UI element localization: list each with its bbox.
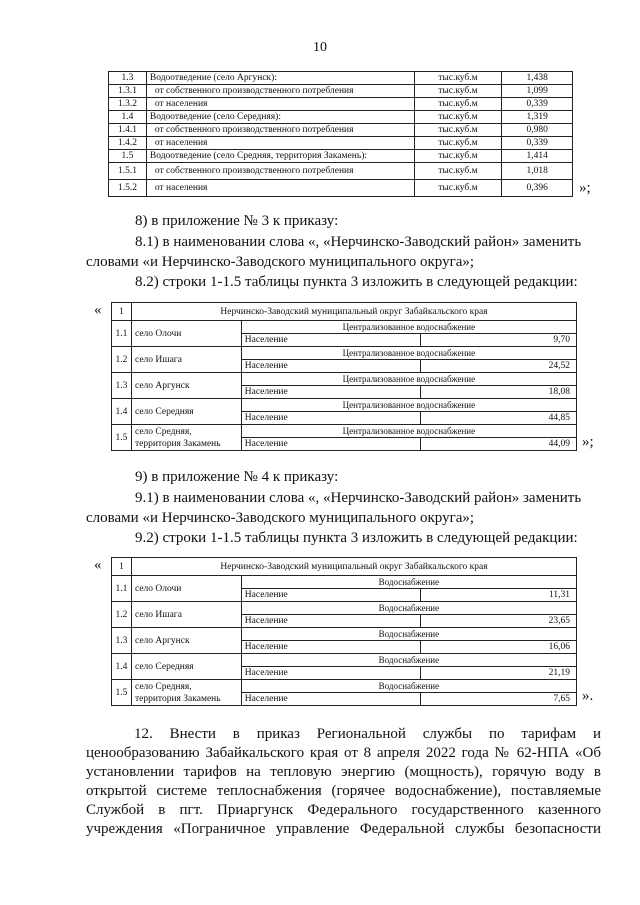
section9-1-line2: словами «и Нерчинско-Заводского муниципального округа»; <box>86 510 475 526</box>
section12-line: учреждения «Пограничное управление Федеральной службы безопасности <box>86 821 601 837</box>
row-consumer: Население <box>241 386 421 399</box>
row-service: Водоснабжение <box>241 680 576 693</box>
table-header-row <box>112 558 577 576</box>
row-unit: тыс.куб.м <box>414 163 502 180</box>
row-number: 1.4 <box>112 399 132 425</box>
table-row <box>109 137 573 150</box>
section12-line: установлении тарифов на тепловую энергию (мощность), горячую воду в <box>86 764 601 780</box>
row-value: 1,414 <box>502 150 573 163</box>
row-name: село Олочи <box>131 321 241 347</box>
row-name: село Олочи <box>131 576 241 602</box>
row-service: Водоснабжение <box>241 576 576 589</box>
table-row <box>112 654 577 667</box>
header-title: Нерчинско-Заводский муниципальный округ Забайкальского края <box>131 558 576 576</box>
row-name: село Средняя, территория Закамень <box>131 425 241 451</box>
row-value: 16,06 <box>421 641 577 654</box>
section9-2: 9.2) строки 1-1.5 таблицы пункта 3 изложить в следующей редакции: <box>135 530 578 546</box>
row-value: 23,65 <box>421 615 577 628</box>
row-number: 1.5.2 <box>109 180 147 197</box>
row-name: Водоотведение (село Аргунск): <box>146 72 414 85</box>
row-consumer: Население <box>241 641 421 654</box>
table-row <box>112 399 577 412</box>
table-row <box>109 180 573 197</box>
page-number: 10 <box>313 40 327 55</box>
header-title: Нерчинско-Заводский муниципальный округ Забайкальского края <box>131 303 576 321</box>
row-name: село Средняя, территория Закамень <box>131 680 241 706</box>
row-consumer: Население <box>241 693 421 706</box>
table-row <box>112 576 577 589</box>
row-value: 44,09 <box>421 438 577 451</box>
row-number: 1.2 <box>112 347 132 373</box>
row-unit: тыс.куб.м <box>414 72 502 85</box>
row-value: 1,438 <box>502 72 573 85</box>
row-consumer: Население <box>241 334 421 347</box>
wastewater-volume-table <box>108 71 573 197</box>
section8-2: 8.2) строки 1-1.5 таблицы пункта 3 изложить в следующей редакции: <box>135 274 578 290</box>
row-name: от собственного производственного потребления <box>146 163 414 180</box>
row-number: 1.1 <box>112 576 132 602</box>
table-row <box>109 150 573 163</box>
section12-line: 12. Внести в приказ Региональной службы по тарифам и <box>134 726 601 742</box>
row-name: от собственного производственного потребления <box>146 124 414 137</box>
row-number: 1.3.1 <box>109 85 147 98</box>
row-value: 18,08 <box>421 386 577 399</box>
row-number: 1.4.2 <box>109 137 147 150</box>
water-supply-tariff-table <box>111 302 577 451</box>
section8-item: 8) в приложение № 3 к приказу: <box>135 213 339 229</box>
table-row <box>109 111 573 124</box>
section9-item: 9) в приложение № 4 к приказу: <box>135 469 339 485</box>
row-value: 0,339 <box>502 98 573 111</box>
row-consumer: Население <box>241 667 421 680</box>
row-value: 0,339 <box>502 137 573 150</box>
row-name: село Середняя <box>131 654 241 680</box>
table-row <box>112 680 577 693</box>
row-value: 0,396 <box>502 180 573 197</box>
row-number: 1.4 <box>112 654 132 680</box>
row-unit: тыс.куб.м <box>414 137 502 150</box>
table-row <box>109 124 573 137</box>
section12-line: Службой в пгт. Приаргунск Федерального государственного казенного <box>86 802 601 818</box>
row-value: 1,099 <box>502 85 573 98</box>
header-number: 1 <box>112 303 132 321</box>
row-value: 9,70 <box>421 334 577 347</box>
row-value: 24,52 <box>421 360 577 373</box>
table-row <box>109 85 573 98</box>
table-row <box>112 425 577 438</box>
table2-open-quote: « <box>94 302 102 318</box>
table-row <box>109 72 573 85</box>
row-number: 1.5 <box>112 680 132 706</box>
row-value: 7,65 <box>421 693 577 706</box>
row-unit: тыс.куб.м <box>414 180 502 197</box>
row-name: село Ишага <box>131 347 241 373</box>
table-row <box>112 602 577 615</box>
row-service: Централизованное водоснабжение <box>241 347 576 360</box>
table-row <box>112 373 577 386</box>
row-unit: тыс.куб.м <box>414 124 502 137</box>
row-name: от населения <box>146 180 414 197</box>
table-row <box>112 321 577 334</box>
row-number: 1.5 <box>112 425 132 451</box>
row-name: от собственного производственного потребления <box>146 85 414 98</box>
row-name: от населения <box>146 98 414 111</box>
row-service: Водоснабжение <box>241 654 576 667</box>
row-service: Водоснабжение <box>241 628 576 641</box>
row-value: 1,018 <box>502 163 573 180</box>
row-name: от населения <box>146 137 414 150</box>
row-consumer: Население <box>241 412 421 425</box>
row-unit: тыс.куб.м <box>414 111 502 124</box>
table2-closing-quote: »; <box>582 434 594 450</box>
row-number: 1.5 <box>109 150 147 163</box>
row-name: село Аргунск <box>131 373 241 399</box>
table-row <box>109 163 573 180</box>
section12-line: открытой системе теплоснабжения (горячее водоснабжение), поставляемые <box>86 783 601 799</box>
row-number: 1.3 <box>112 373 132 399</box>
table-row <box>109 98 573 111</box>
row-consumer: Население <box>241 360 421 373</box>
row-name: Водоотведение (село Середняя): <box>146 111 414 124</box>
row-service: Централизованное водоснабжение <box>241 425 576 438</box>
row-number: 1.2 <box>112 602 132 628</box>
row-value: 21,19 <box>421 667 577 680</box>
row-number: 1.5.1 <box>109 163 147 180</box>
row-consumer: Население <box>241 438 421 451</box>
table-header-row <box>112 303 577 321</box>
row-value: 1,319 <box>502 111 573 124</box>
row-number: 1.3 <box>109 72 147 85</box>
section12-paragraph <box>86 725 601 839</box>
row-consumer: Население <box>241 589 421 602</box>
row-value: 11,31 <box>421 589 577 602</box>
header-number: 1 <box>112 558 132 576</box>
row-value: 44,85 <box>421 412 577 425</box>
row-unit: тыс.куб.м <box>414 150 502 163</box>
row-consumer: Население <box>241 615 421 628</box>
section9-1-line1: 9.1) в наименовании слова «, «Нерчинско-Заводский район» заменить <box>135 490 582 506</box>
row-service: Централизованное водоснабжение <box>241 399 576 412</box>
row-number: 1.4 <box>109 111 147 124</box>
section8-1-line1: 8.1) в наименовании слова «, «Нерчинско-Заводский район» заменить <box>135 234 582 250</box>
row-unit: тыс.куб.м <box>414 85 502 98</box>
section8-1-line2: словами «и Нерчинско-Заводского муниципального округа»; <box>86 254 475 270</box>
row-service: Водоснабжение <box>241 602 576 615</box>
row-value: 0,980 <box>502 124 573 137</box>
table-row <box>112 347 577 360</box>
row-number: 1.4.1 <box>109 124 147 137</box>
row-name: село Аргунск <box>131 628 241 654</box>
table3-closing-quote: ». <box>582 688 594 704</box>
row-name: село Середняя <box>131 399 241 425</box>
table3-open-quote: « <box>94 557 102 573</box>
row-service: Централизованное водоснабжение <box>241 373 576 386</box>
water-supply-tariff-table-2 <box>111 557 577 706</box>
row-service: Централизованное водоснабжение <box>241 321 576 334</box>
row-number: 1.3 <box>112 628 132 654</box>
row-number: 1.1 <box>112 321 132 347</box>
table-row <box>112 628 577 641</box>
row-number: 1.3.2 <box>109 98 147 111</box>
row-name: село Ишага <box>131 602 241 628</box>
row-unit: тыс.куб.м <box>414 98 502 111</box>
table1-closing-quote: »; <box>579 180 591 196</box>
section12-line: ценообразованию Забайкальского края от 8 апреля 2022 года № 62-НПА «Об <box>86 745 601 761</box>
row-name: Водоотведение (село Средняя, территория Закамень): <box>146 150 414 163</box>
